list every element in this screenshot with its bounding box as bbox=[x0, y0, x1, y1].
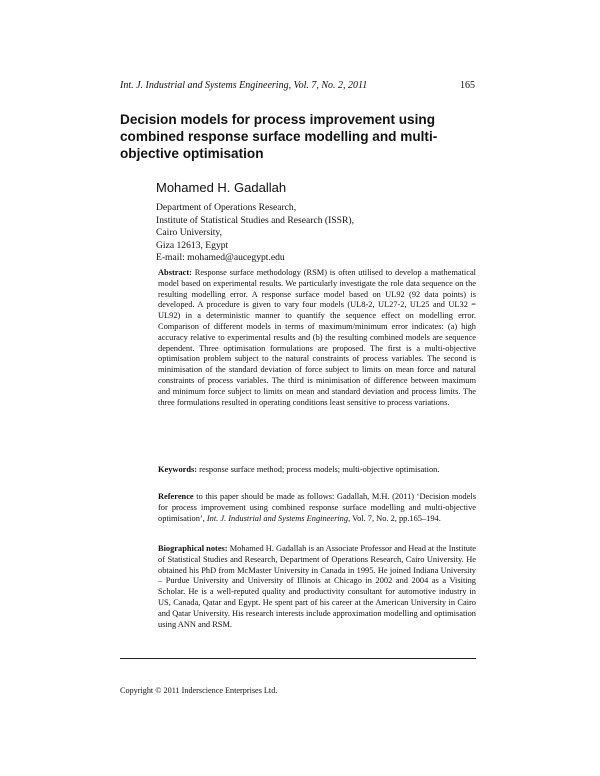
affiliation-institute: Institute of Statistical Studies and Research (ISSR), bbox=[156, 214, 354, 226]
page-number: 165 bbox=[460, 80, 475, 91]
paper-title: Decision models for process improvement using combined response surface modelling and multi-objective optimisation bbox=[120, 112, 438, 161]
author-name: Mohamed H. Gadallah bbox=[156, 180, 287, 195]
reference-volume: , Vol. 7, No. 2, pp.165–194. bbox=[348, 513, 441, 523]
affiliation-department: Department of Operations Research, bbox=[156, 202, 297, 213]
bio-label: Biographical notes: bbox=[158, 544, 228, 553]
keywords-label: Keywords: bbox=[158, 465, 198, 474]
affiliation-university: Cairo University, bbox=[156, 227, 222, 239]
reference bbox=[158, 492, 476, 524]
author-affiliation bbox=[156, 202, 476, 265]
journal-citation: Int. J. Industrial and Systems Engineering, Vol. 7, No. 2, 2011 bbox=[120, 80, 368, 91]
footer-divider bbox=[120, 658, 476, 659]
keywords-text: response surface method; process models; multi-objective optimisation. bbox=[199, 465, 440, 474]
running-header bbox=[120, 80, 475, 91]
affiliation-city: Giza 12613, Egypt bbox=[156, 239, 229, 251]
bio-text: Mohamed H. Gadallah is an Associate Professor and Head at the Institute of Statistical Studies and Research, Department of Operations Research, Cairo University. He obtained his PhD from McMaster University in Canada in 1995. He joined Indiana University – Purdue University and University of Illinois at Chicago in 2002 and 2004 as a Visiting Scholar. He is a well-reputed quality and productivity consultant for automotive industry in US, Canada, Qatar and Egypt. He spent part of his career at the American University in Cairo and Qatar University. His research interests include approximation modelling and optimisation using ANN and RSM. bbox=[158, 544, 477, 629]
biographical-notes bbox=[158, 544, 476, 630]
affiliation-email: E-mail: mohamed@aucegypt.edu bbox=[156, 252, 285, 264]
copyright-notice: Copyright © 2011 Inderscience Enterprises Ltd. bbox=[120, 686, 278, 695]
abstract-text: Response surface methodology (RSM) is often utilised to develop a mathematical model based on experimental results. We particularly investigate the role data sequence on the resulting modelling error. A response surface model based on UL92 (92 data points) is developed. A procedure is given to vary four models (UL8-2, UL27-2, UL25 and UL32 = UL92) in a deterministic manner to quantify the sequence effect on modelling error. Comparison of different models in terms of maximum/minimum error indicates: (a) high accuracy relative to experimental results and (b) the resulting combined models are sequence dependent. Three optimisation formulations are proposed. The first is a multi-objective optimisation problem subject to the natural constraints of process variables. The second is minimisation of the standard deviation of force subject to limits on mean force and natural constraints of process variables. The third is minimisation of difference between maximum and minimum force subject to limits on mean and standard deviation and process limits. The three formulations resulted in operating conditions least sensitive to process variations. bbox=[158, 268, 476, 407]
reference-journal: Int. J. Industrial and Systems Engineering bbox=[206, 513, 349, 523]
abstract bbox=[158, 268, 476, 408]
abstract-label: Abstract: bbox=[158, 268, 192, 277]
keywords bbox=[158, 465, 476, 476]
reference-label: Reference bbox=[158, 492, 194, 501]
reference-text: to this paper should be made as follows: Gadallah, M.H. (2011) ‘Decision models for process improvement using combined response surface modelling and multi-objective optimisation’, bbox=[158, 492, 477, 523]
